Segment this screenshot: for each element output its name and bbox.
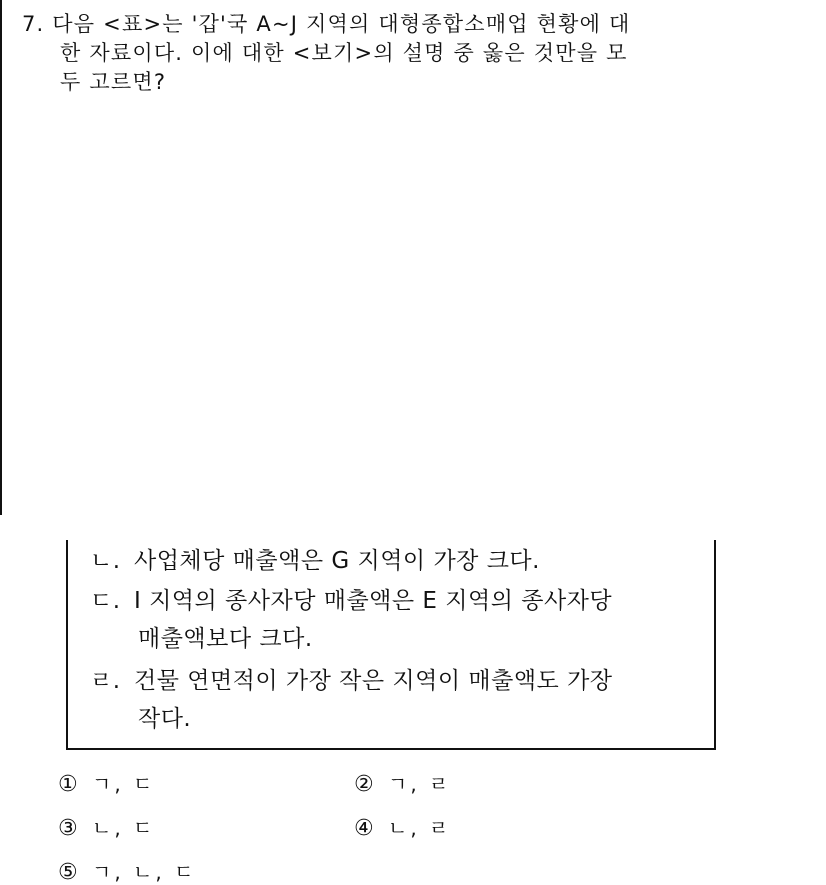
statement-marker: ㄷ. [90, 588, 121, 614]
option-number: ① [58, 772, 78, 797]
option-text: ㄴ, ㄷ [92, 816, 156, 840]
question-line: 한 자료이다. 이에 대한 <보기>의 설명 중 옳은 것만을 모 [60, 41, 628, 65]
statements-box [66, 540, 716, 750]
statement-marker: ㄹ. [90, 668, 121, 694]
statement-b [90, 542, 540, 580]
option-1[interactable] [58, 768, 155, 797]
option-2[interactable] [354, 768, 451, 797]
option-number: ② [354, 772, 374, 797]
statement-text: 건물 연면적이 가장 작은 지역이 매출액도 가장 [134, 668, 613, 694]
statement-text: 사업체당 매출액은 G 지역이 가장 크다. [134, 548, 540, 574]
option-number: ⑤ [58, 860, 78, 885]
question-line: 두 고르면? [60, 70, 167, 94]
option-3[interactable] [58, 812, 155, 841]
statement-d [90, 662, 613, 700]
question-text [22, 10, 782, 97]
option-text: ㄴ, ㄹ [388, 816, 452, 840]
statement-marker: ㄴ. [90, 548, 121, 574]
statement-d-continued: 작다. [138, 706, 192, 732]
question-line: 7. 다음 <표>는 '갑'국 A~J 지역의 대형종합소매업 현황에 대 [22, 12, 631, 36]
option-5[interactable] [58, 856, 196, 885]
option-number: ③ [58, 816, 78, 841]
option-text: ㄱ, ㄴ, ㄷ [92, 860, 197, 884]
option-text: ㄱ, ㄷ [92, 772, 156, 796]
statement-text: I 지역의 종사자당 매출액은 E 지역의 종사자당 [134, 588, 613, 614]
option-text: ㄱ, ㄹ [388, 772, 452, 796]
left-margin-rule [0, 0, 2, 515]
option-number: ④ [354, 816, 374, 841]
statement-c-continued: 매출액보다 크다. [138, 626, 313, 652]
statement-c [90, 582, 612, 620]
option-4[interactable] [354, 812, 451, 841]
